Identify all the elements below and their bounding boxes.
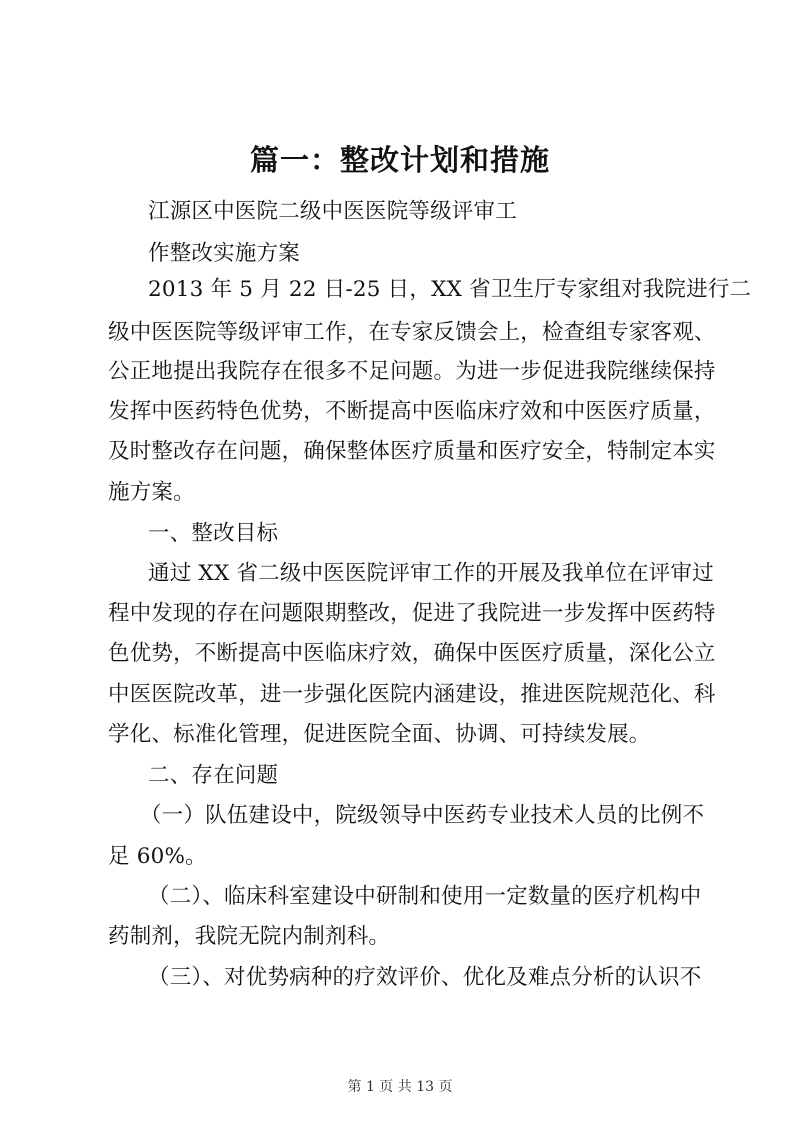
text-line: 公正地提出我院存在很多不足问题。为进一步促进我院继续保持 xyxy=(108,359,716,384)
page-number-footer: 第 1 页 共 13 页 xyxy=(347,1079,453,1095)
text-line: 发挥中医药特色优势，不断提高中医临床疗效和中医医疗质量， xyxy=(108,399,716,424)
text-line: 江源区中医院二级中医医院等级评审工 xyxy=(148,199,517,224)
document-title: 篇一：整改计划和措施 xyxy=(249,143,550,177)
text-line: 色优势，不断提高中医临床疗效，确保中医医疗质量，深化公立 xyxy=(108,641,716,666)
text-line: 足 60%。 xyxy=(108,844,207,869)
text-line: 通过 XX 省二级中医医院评审工作的开展及我单位在评审过 xyxy=(148,561,714,586)
text-line: （二）、临床科室建设中研制和使用一定数量的医疗机构中 xyxy=(148,884,702,909)
text-line: 作整改实施方案 xyxy=(148,241,300,266)
text-line: 学化、标准化管理，促进医院全面、协调、可持续发展。 xyxy=(108,722,651,747)
text-line: 2013 年 5 月 22 日-25 日，XX 省卫生厅专家组对我院进行二 xyxy=(148,277,752,302)
text-line: 级中医医院等级评审工作，在专家反馈会上，检查组专家客观、 xyxy=(108,320,716,345)
text-line: 施方案。 xyxy=(108,480,195,505)
text-line: 程中发现的存在问题限期整改，促进了我院进一步发挥中医药特 xyxy=(108,601,716,626)
section-heading: 二、存在问题 xyxy=(148,763,279,788)
text-line: （一）队伍建设中，院级领导中医药专业技术人员的比例不 xyxy=(140,803,705,828)
text-line: 及时整改存在问题，确保整体医疗质量和医疗安全，特制定本实 xyxy=(108,439,716,464)
text-line: 中医医院改革，进一步强化医院内涵建设，推进医院规范化、科 xyxy=(108,682,716,707)
section-heading: 一、整改目标 xyxy=(148,521,279,546)
text-line: （三）、对优势病种的疗效评价、优化及难点分析的认识不 xyxy=(148,965,702,990)
text-line: 药制剂，我院无院内制剂科。 xyxy=(108,924,391,949)
